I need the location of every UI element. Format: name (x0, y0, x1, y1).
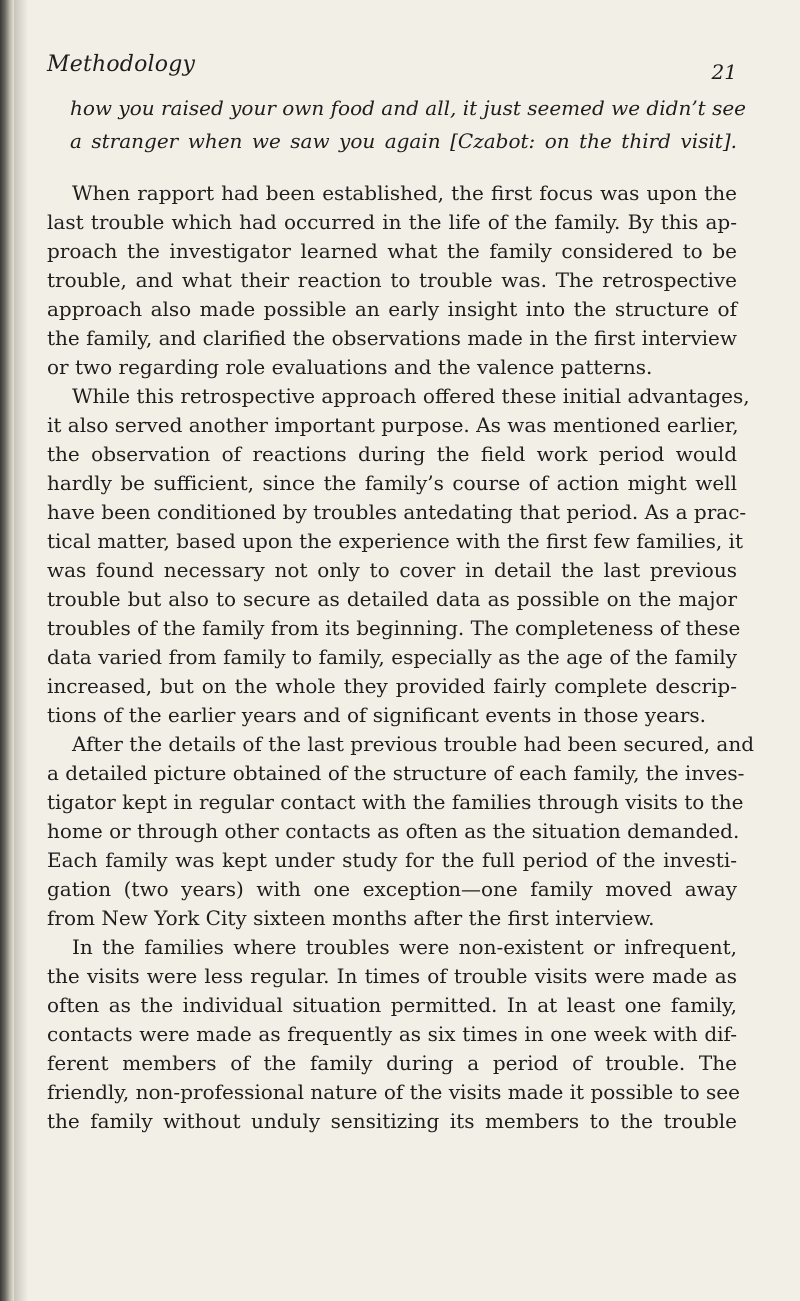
text-line: home or through other contacts as often as the situation demanded. (47, 819, 740, 843)
text-line: In the families where troubles were non-existent or infrequent, (72, 935, 737, 959)
text-line: last trouble which had occurred in the life of the family. By this ap- (47, 210, 737, 234)
text-line: contacts were made as frequently as six times in one week with dif- (47, 1022, 737, 1046)
text-line: ferent members of the family during a period of trouble. The (47, 1051, 737, 1075)
text-line: data varied from family to family, especially as the age of the family (47, 645, 737, 669)
text-line: tions of the earlier years and of significant events in those years. (47, 703, 707, 727)
text-line: proach the investigator learned what the family considered to be (47, 239, 737, 263)
text-line: After the details of the last previous trouble had been secured, and (72, 732, 755, 756)
text-line: troubles of the family from its beginning. The completeness of these (47, 616, 741, 640)
text-line: trouble but also to secure as detailed data as possible on the major (47, 587, 737, 611)
body-text (47, 179, 755, 1136)
text-line: often as the individual situation permitted. In at least one family, (47, 993, 737, 1017)
text-line: it also served another important purpose. As was mentioned earlier, (47, 413, 739, 437)
quote-line: a stranger when we saw you again [Czabot: on the third visit]. (70, 129, 737, 153)
text-line: have been conditioned by troubles antedating that period. As a prac- (47, 500, 747, 524)
text-line: was found necessary not only to cover in detail the last previous (47, 558, 737, 582)
quote-line: how you raised your own food and all, it just seemed we didn’t see (70, 96, 747, 120)
paragraph (47, 933, 740, 1136)
text-line: increased, but on the whole they provided fairly complete descrip- (47, 674, 737, 698)
page-number: 21 (711, 60, 737, 84)
block-quote (47, 92, 747, 158)
text-line: the family, and clarified the observations made in the first interview (47, 326, 737, 350)
page-header (47, 52, 737, 92)
running-head: Methodology (47, 52, 196, 77)
text-line: the visits were less regular. In times of trouble visits were made as (47, 964, 737, 988)
text-line: tigator kept in regular contact with the families through visits to the (47, 790, 744, 814)
text-line: from New York City sixteen months after the first interview. (47, 906, 655, 930)
book-page (47, 52, 755, 1136)
text-line: or two regarding role evaluations and the valence patterns. (47, 355, 653, 379)
text-line: tical matter, based upon the experience with the first few families, it (47, 529, 743, 553)
text-line: the observation of reactions during the field work period would (47, 442, 737, 466)
text-line: approach also made possible an early insight into the structure of (47, 297, 737, 321)
book-spine-shadow (0, 0, 14, 1301)
text-line: hardly be sufficient, since the family’s course of action might well (47, 471, 737, 495)
text-line: friendly, non-professional nature of the visits made it possible to see (47, 1080, 740, 1104)
text-line: a detailed picture obtained of the structure of each family, the inves- (47, 761, 745, 785)
gutter-shade (14, 0, 28, 1301)
text-line: gation (two years) with one exception—one family moved away (47, 877, 737, 901)
paragraph (47, 382, 750, 730)
text-line: While this retrospective approach offered these initial advantages, (72, 384, 750, 408)
paragraph (47, 730, 755, 933)
text-line: the family without unduly sensitizing its members to the trouble (47, 1109, 737, 1133)
text-line: Each family was kept under study for the full period of the investi- (47, 848, 737, 872)
paragraph (47, 179, 737, 382)
text-line: When rapport had been established, the first focus was upon the (72, 181, 737, 205)
text-line: trouble, and what their reaction to trouble was. The retrospective (47, 268, 737, 292)
